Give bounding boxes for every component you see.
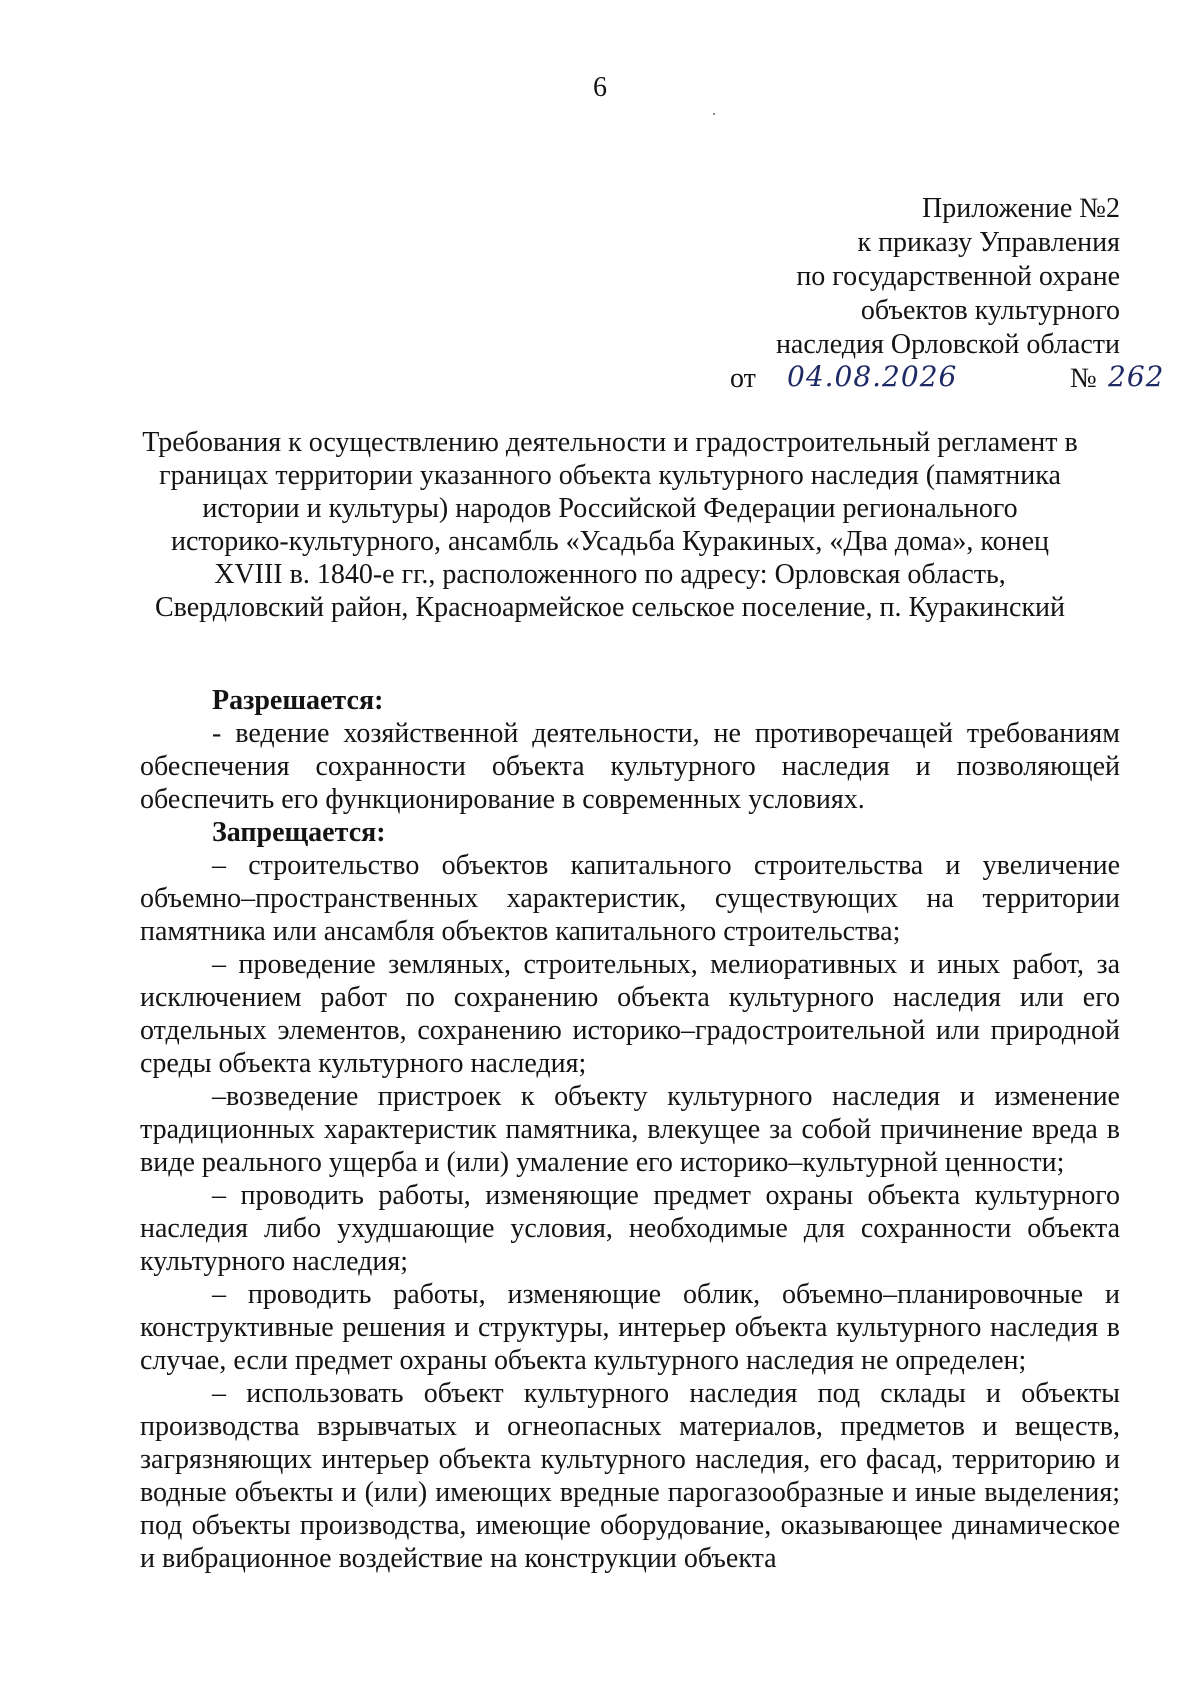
allowed-item: - ведение хозяйственной деятельности, не противоречащей требованиям обеспечения сохранности объекта культурного наследия и позволяющей обеспечить его функционирование в современных условиях.: [140, 718, 1120, 815]
document-title: Требования к осуществлению деятельности и градостроительный регламент в границах территории указанного объекта культурного наследия (памятника истории и культуры) народов Российской Федерации регионального историко-культурного, ансамбль «Усадьба Куракиных, «Два дома», конец XVIII в. 1840-е гг., расположенного по адресу: Орловская область, Свердловский район, Красноармейское сельское поселение, п. Куракинский: [142, 427, 1078, 623]
prohibited-item: – проведение земляных, строительных, мелиоративных и иных работ, за исключением работ по сохранению объекта культурного наследия или его отдельных элементов, сохранению историко–градостроительной или природной среды объекта культурного наследия;: [140, 949, 1120, 1079]
prohibited-item: – проводить работы, изменяющие предмет охраны объекта культурного наследия либо ухудшающие условия, необходимые для сохранности объекта культурного наследия;: [140, 1180, 1120, 1277]
date-prefix: от: [730, 363, 756, 394]
prohibited-item: – использовать объект культурного наследия под склады и объекты производства взрывчатых и огнеопасных материалов, предметов и веществ, загрязняющих интерьер объекта культурного наследия, его фасад, территорию и водные объекты и (или) имеющих вредные парогазообразные и иные выделения; под объекты производства, имеющие оборудование, оказывающее динамическое и вибрационное воздействие на конструкции объекта: [140, 1378, 1120, 1574]
number-prefix: №: [1070, 363, 1097, 394]
appendix-header: [560, 192, 1165, 402]
appendix-line: по государственной охране: [796, 261, 1120, 292]
appendix-line: к приказу Управления: [857, 227, 1120, 258]
prohibited-heading: Запрещается:: [212, 817, 386, 848]
prohibited-item: – строительство объектов капитального строительства и увеличение объемно–пространственных характеристик, существующих на территории памятника или ансамбля объектов капитального строительства;: [140, 850, 1120, 947]
allowed-heading: Разрешается:: [212, 685, 384, 716]
prohibited-item: –возведение пристроек к объекту культурного наследия и изменение традиционных характеристик памятника, влекущее за собой причинение вреда в виде реального ущерба и (или) умаление его историко–культурной ценности;: [140, 1081, 1120, 1178]
handwritten-number: 262: [1108, 360, 1165, 393]
prohibited-item: – проводить работы, изменяющие облик, объемно–планировочные и конструктивные решения и структуры, интерьер объекта культурного наследия в случае, если предмет охраны объекта культурного наследия не определен;: [140, 1279, 1120, 1376]
order-date-number-line: [560, 360, 1165, 402]
scan-speck: [713, 113, 715, 115]
appendix-line: объектов культурного: [860, 295, 1120, 326]
appendix-line: наследия Орловской области: [775, 329, 1120, 360]
document-body: [140, 684, 1120, 1575]
appendix-line: Приложение №2: [922, 193, 1120, 224]
handwritten-date: 04.08.2026: [787, 360, 958, 393]
page-number: 6: [593, 72, 607, 103]
